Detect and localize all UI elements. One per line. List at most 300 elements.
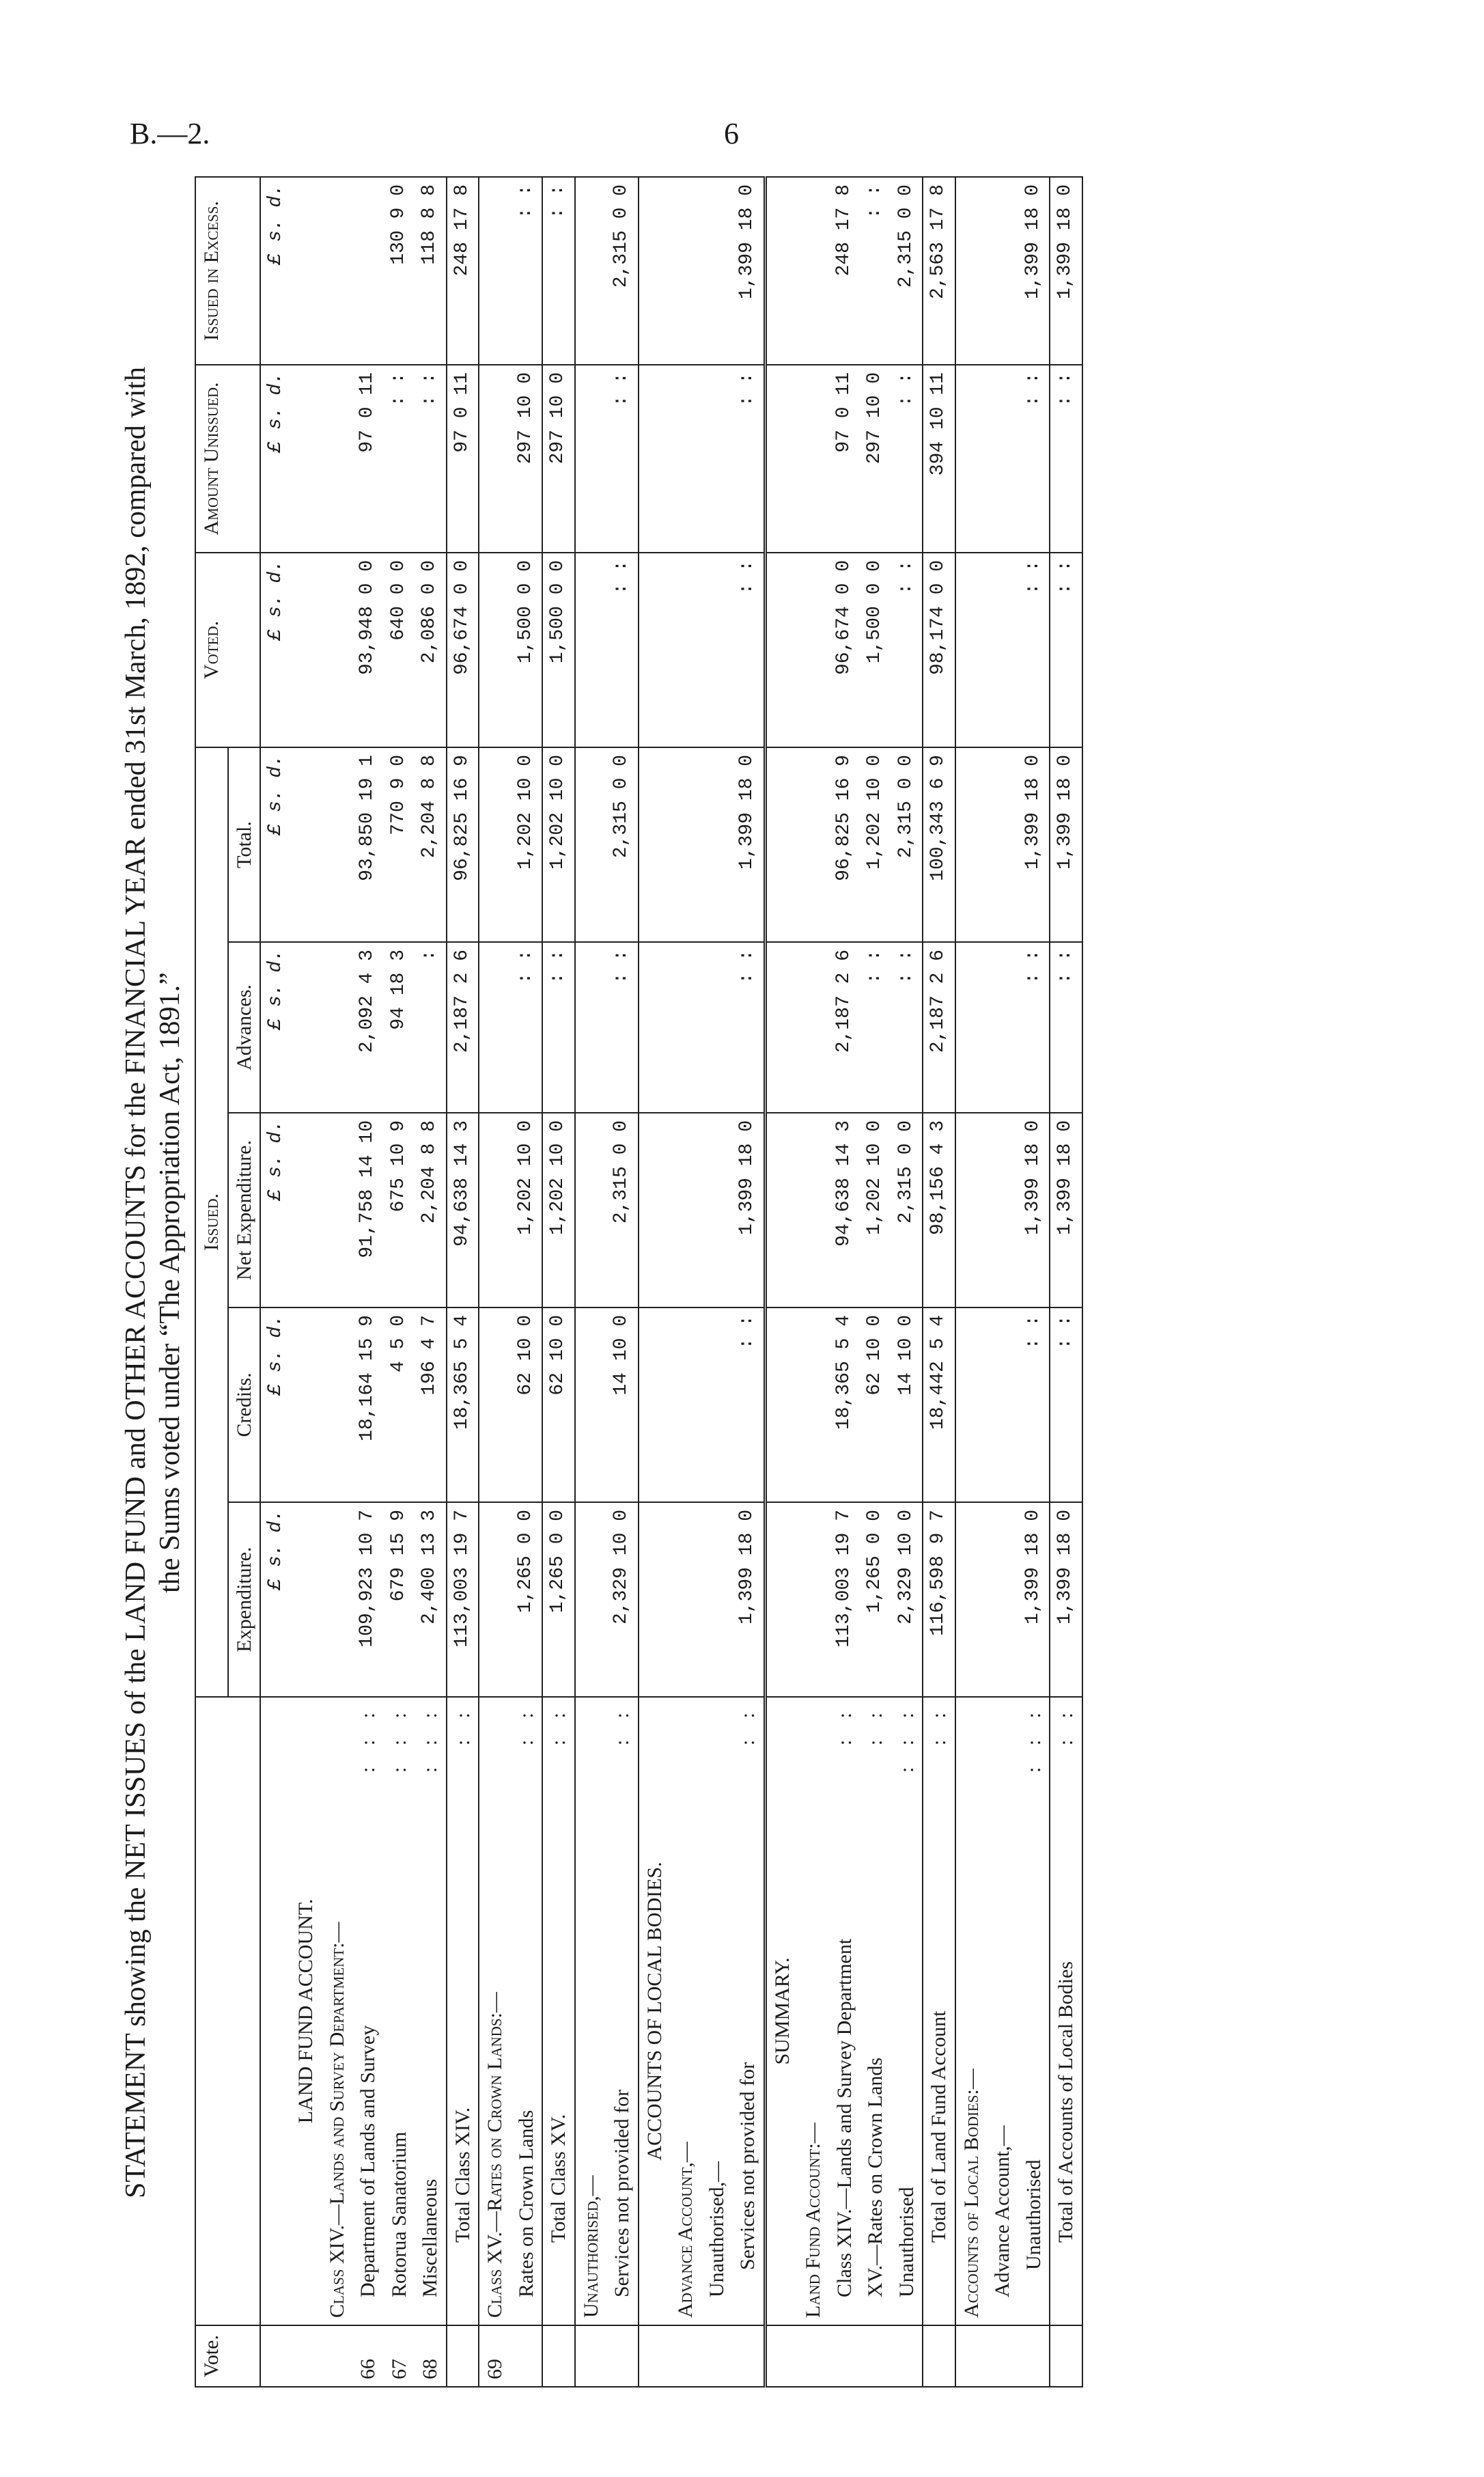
row-description <box>701 1697 733 2325</box>
table-row <box>829 177 860 2387</box>
amount-cred: 18,365 5 4 <box>447 1307 479 1502</box>
amount-net <box>670 1113 701 1307</box>
amount-exp: 109,923 10 7 <box>352 1502 384 1697</box>
amount-excess <box>639 177 671 365</box>
amount-exp <box>639 1502 671 1697</box>
amount-exp: 1,265 0 0 <box>860 1502 891 1697</box>
vote-number <box>511 2325 543 2387</box>
amount-exp <box>290 1502 322 1697</box>
amount-exp <box>479 1502 511 1697</box>
dot-leader: : : : <box>1022 1704 1045 1773</box>
vote-number <box>891 2325 923 2387</box>
row-label: Miscellaneous <box>419 2178 441 2297</box>
voted-header: Voted. <box>195 553 260 747</box>
amount-voted <box>955 553 988 747</box>
section-row <box>701 177 733 2387</box>
amount-adv: : : <box>860 942 891 1113</box>
dot-leader: : : <box>451 1704 474 1746</box>
vote-number <box>639 2325 671 2387</box>
amount-tot: 2,315 0 0 <box>606 747 639 942</box>
page-number: 6 <box>724 117 739 150</box>
amount-cred <box>479 1307 511 1502</box>
amount-tot <box>575 747 607 942</box>
amount-voted: : : <box>1018 553 1050 747</box>
net-expenditure-header: Net Expenditure. <box>228 1113 261 1307</box>
amount-tot <box>798 747 829 942</box>
vote-number <box>606 2325 639 2387</box>
total-row <box>447 177 479 2387</box>
section-row <box>798 177 829 2387</box>
row-label: Unauthorised,— <box>705 2161 728 2297</box>
amount-adv <box>955 942 988 1113</box>
amount-exp: 1,399 18 0 <box>1050 1502 1082 1697</box>
row-description <box>575 1697 607 2325</box>
amount-voted: 1,500 0 0 <box>542 553 575 747</box>
amount-voted <box>322 553 353 747</box>
amount-unissued: : : <box>1018 365 1050 553</box>
row-description <box>511 1697 543 2325</box>
vote-number <box>860 2325 891 2387</box>
issued-header: Issued. <box>195 747 228 1697</box>
amount-excess: 118 8 8 <box>415 177 447 365</box>
amount-cred: 62 10 0 <box>511 1307 543 1502</box>
amount-unissued <box>701 365 733 553</box>
amount-cred <box>670 1307 701 1502</box>
amount-unissued: : : <box>891 365 923 553</box>
amount-unissued: : : <box>1050 365 1082 553</box>
amount-net: 94,638 14 3 <box>829 1113 860 1307</box>
units-label: £ s. d. <box>260 747 290 942</box>
amount-excess <box>575 177 607 365</box>
row-label: Department of Lands and Survey <box>356 2025 379 2297</box>
amount-unissued: : : <box>415 365 447 553</box>
amount-tot <box>479 747 511 942</box>
table-row <box>352 177 384 2387</box>
amount-adv: : : <box>542 942 575 1113</box>
section-row <box>765 177 798 2387</box>
amount-tot <box>290 747 322 942</box>
amount-cred <box>765 1307 798 1502</box>
amount-adv: : : <box>1050 942 1082 1113</box>
amount-net <box>765 1113 798 1307</box>
amount-tot: 1,399 18 0 <box>1050 747 1082 942</box>
amount-tot: 1,202 10 0 <box>860 747 891 942</box>
vote-number <box>732 2325 765 2387</box>
amount-adv <box>575 942 607 1113</box>
amount-excess: : : <box>542 177 575 365</box>
row-label: Accounts of Local Bodies:— <box>960 2068 983 2318</box>
amount-adv: : : <box>1018 942 1050 1113</box>
amount-tot: 2,204 8 8 <box>415 747 447 942</box>
amount-unissued-header: Amount Unissued. <box>195 365 260 553</box>
amount-excess <box>701 177 733 365</box>
amount-net: 1,399 18 0 <box>1050 1113 1082 1307</box>
amount-net <box>955 1113 988 1307</box>
amount-voted <box>670 553 701 747</box>
amount-cred <box>290 1307 322 1502</box>
units-label: £ s. d. <box>260 1502 290 1697</box>
amount-excess: : : <box>860 177 891 365</box>
amount-cred: 4 5 0 <box>384 1307 415 1502</box>
row-label: Unauthorised <box>1022 2159 1045 2270</box>
row-label: Land Fund Account:— <box>802 2122 824 2318</box>
vote-number <box>987 2325 1018 2387</box>
amount-adv <box>798 942 829 1113</box>
amount-unissued <box>670 365 701 553</box>
row-label: ACCOUNTS OF LOCAL BODIES. <box>643 1862 666 2161</box>
amount-tot <box>987 747 1018 942</box>
units-row <box>260 177 290 2387</box>
total-row <box>923 177 955 2387</box>
amount-cred <box>322 1307 353 1502</box>
row-label: XV.—Rates on Crown Lands <box>864 2057 886 2297</box>
vote-number <box>670 2325 701 2387</box>
amount-excess: 2,315 0 0 <box>606 177 639 365</box>
row-description <box>352 1697 384 2325</box>
section-row <box>670 177 701 2387</box>
amount-net <box>798 1113 829 1307</box>
vote-number <box>447 2325 479 2387</box>
amount-unissued: : : <box>384 365 415 553</box>
amount-tot <box>701 747 733 942</box>
amount-unissued: 297 10 0 <box>511 365 543 553</box>
amount-cred: 196 4 7 <box>415 1307 447 1502</box>
amount-adv: : : <box>732 942 765 1113</box>
page-reference: B.—2. <box>130 117 210 150</box>
amount-voted <box>701 553 733 747</box>
amount-adv <box>322 942 353 1113</box>
row-label: Unauthorised,— <box>579 2175 602 2318</box>
amount-voted: : : <box>891 553 923 747</box>
amount-adv: 94 18 3 <box>384 942 415 1113</box>
amount-excess <box>322 177 353 365</box>
amount-voted <box>575 553 607 747</box>
amount-cred <box>575 1307 607 1502</box>
dot-leader: : : <box>736 1704 759 1746</box>
amount-cred: 18,442 5 4 <box>923 1307 955 1502</box>
amount-net <box>639 1113 671 1307</box>
amount-cred: : : <box>1050 1307 1082 1502</box>
amount-tot: 96,825 16 9 <box>447 747 479 942</box>
amount-excess <box>798 177 829 365</box>
vote-number <box>1050 2325 1082 2387</box>
amount-unissued: 97 0 11 <box>447 365 479 553</box>
amount-voted: 96,674 0 0 <box>829 553 860 747</box>
amount-cred <box>987 1307 1018 1502</box>
vote-number <box>829 2325 860 2387</box>
dot-leader: : : <box>832 1704 856 1746</box>
row-description <box>923 1697 955 2325</box>
amount-cred: 18,365 5 4 <box>829 1307 860 1502</box>
amount-tot: 770 9 0 <box>384 747 415 942</box>
amount-excess <box>987 177 1018 365</box>
amount-net <box>322 1113 353 1307</box>
amount-unissued: 297 10 0 <box>860 365 891 553</box>
vote-number <box>322 2325 353 2387</box>
section-row <box>479 177 511 2387</box>
row-description <box>290 1697 322 2325</box>
amount-excess: 1,399 18 0 <box>1050 177 1082 365</box>
section-row <box>639 177 671 2387</box>
net-issues-table <box>195 176 1083 2388</box>
vote-number <box>575 2325 607 2387</box>
amount-unissued <box>290 365 322 553</box>
section-row <box>575 177 607 2387</box>
row-description <box>384 1697 415 2325</box>
amount-cred: : : <box>1018 1307 1050 1502</box>
amount-net: 675 10 9 <box>384 1113 415 1307</box>
amount-net: 2,204 8 8 <box>415 1113 447 1307</box>
table-row <box>384 177 415 2387</box>
row-description <box>415 1697 447 2325</box>
amount-adv: 2,187 2 6 <box>829 942 860 1113</box>
amount-cred <box>955 1307 988 1502</box>
amount-exp <box>575 1502 607 1697</box>
amount-excess: 248 17 8 <box>447 177 479 365</box>
amount-adv <box>701 942 733 1113</box>
amount-unissued: 394 10 11 <box>923 365 955 553</box>
amount-excess <box>479 177 511 365</box>
row-description <box>765 1697 798 2325</box>
amount-cred: 14 10 0 <box>606 1307 639 1502</box>
dot-leader: : : <box>864 1704 886 1746</box>
amount-net: 1,399 18 0 <box>732 1113 765 1307</box>
row-description <box>542 1697 575 2325</box>
issued-in-excess-header: Issued in Excess. <box>195 177 260 365</box>
amount-adv: 2,092 4 3 <box>352 942 384 1113</box>
amount-voted <box>798 553 829 747</box>
amount-net <box>701 1113 733 1307</box>
vote-number: 66 <box>352 2325 384 2387</box>
amount-exp: 1,399 18 0 <box>732 1502 765 1697</box>
row-label: Advance Account,— <box>674 2142 697 2318</box>
dot-leader: : : : <box>387 1704 410 1773</box>
row-description <box>639 1697 671 2325</box>
expenditure-header: Expenditure. <box>228 1502 261 1697</box>
amount-excess <box>290 177 322 365</box>
amount-voted <box>290 553 322 747</box>
amount-excess <box>765 177 798 365</box>
amount-unissued <box>955 365 988 553</box>
amount-net: 2,315 0 0 <box>891 1113 923 1307</box>
table-body <box>260 177 1082 2387</box>
table-row <box>606 177 639 2387</box>
amount-exp: 2,329 10 0 <box>891 1502 923 1697</box>
amount-cred <box>798 1307 829 1502</box>
rotated-statement <box>120 178 1192 2388</box>
amount-adv <box>765 942 798 1113</box>
row-description <box>987 1697 1018 2325</box>
row-label: Services not provided for <box>736 2062 759 2270</box>
amount-exp: 2,329 10 0 <box>606 1502 639 1697</box>
vote-number: 69 <box>479 2325 511 2387</box>
amount-exp: 1,265 0 0 <box>542 1502 575 1697</box>
amount-tot <box>765 747 798 942</box>
units-label: £ s. d. <box>260 1113 290 1307</box>
amount-net <box>290 1113 322 1307</box>
row-label: Total of Accounts of Local Bodies <box>1054 1961 1077 2243</box>
amount-unissued <box>765 365 798 553</box>
amount-exp <box>987 1502 1018 1697</box>
advances-header: Advances. <box>228 942 261 1113</box>
amount-tot: 2,315 0 0 <box>891 747 923 942</box>
amount-tot: 1,202 10 0 <box>511 747 543 942</box>
amount-adv: 2,187 2 6 <box>923 942 955 1113</box>
amount-cred <box>639 1307 671 1502</box>
vote-number: 67 <box>384 2325 415 2387</box>
row-description <box>447 1697 479 2325</box>
amount-voted: : : <box>732 553 765 747</box>
amount-adv <box>639 942 671 1113</box>
row-label: Class XIV.—Lands and Survey Department <box>832 1938 856 2297</box>
amount-net: 94,638 14 3 <box>447 1113 479 1307</box>
dot-leader: : : : <box>895 1704 918 1773</box>
units-label: £ s. d. <box>260 177 290 365</box>
amount-exp <box>955 1502 988 1697</box>
vote-number <box>290 2325 322 2387</box>
vote-number <box>798 2325 829 2387</box>
row-label: Total of Land Fund Account <box>927 2010 950 2243</box>
vote-number <box>923 2325 955 2387</box>
amount-adv <box>987 942 1018 1113</box>
units-label: £ s. d. <box>260 365 290 553</box>
vote-number <box>765 2325 798 2387</box>
vote-number: 68 <box>415 2325 447 2387</box>
row-label: SUMMARY. <box>770 1957 794 2065</box>
amount-exp: 1,399 18 0 <box>1018 1502 1050 1697</box>
amount-excess: 130 9 0 <box>384 177 415 365</box>
amount-exp <box>798 1502 829 1697</box>
amount-adv <box>479 942 511 1113</box>
amount-tot <box>670 747 701 942</box>
amount-excess: 1,399 18 0 <box>1018 177 1050 365</box>
amount-adv: : : <box>891 942 923 1113</box>
amount-voted: 2,086 0 0 <box>415 553 447 747</box>
amount-voted: 1,500 0 0 <box>511 553 543 747</box>
row-label: Total Class XIV. <box>451 2107 474 2243</box>
amount-adv: : : <box>606 942 639 1113</box>
amount-exp <box>765 1502 798 1697</box>
amount-net: 1,202 10 0 <box>542 1113 575 1307</box>
amount-adv: : : <box>511 942 543 1113</box>
amount-unissued <box>322 365 353 553</box>
table-row <box>732 177 765 2387</box>
amount-excess: 2,315 0 0 <box>891 177 923 365</box>
amount-exp: 2,400 13 3 <box>415 1502 447 1697</box>
dot-leader: : : <box>1054 1704 1077 1746</box>
row-label: Unauthorised <box>895 2187 918 2297</box>
amount-exp: 113,003 19 7 <box>829 1502 860 1697</box>
amount-cred <box>701 1307 733 1502</box>
amount-unissued: 297 10 0 <box>542 365 575 553</box>
vote-number <box>955 2325 988 2387</box>
total-row <box>542 177 575 2387</box>
amount-net: 1,399 18 0 <box>1018 1113 1050 1307</box>
row-label: Total Class XV. <box>547 2114 570 2243</box>
amount-unissued <box>987 365 1018 553</box>
vote-header: Vote. <box>195 2325 260 2387</box>
amount-excess: : : <box>511 177 543 365</box>
amount-unissued: 97 0 11 <box>352 365 384 553</box>
units-label: £ s. d. <box>260 942 290 1113</box>
amount-unissued: 97 0 11 <box>829 365 860 553</box>
row-label: Class XIV.—Lands and Survey Department:— <box>325 1922 348 2318</box>
dot-leader: : : <box>547 1704 570 1746</box>
dot-leader: : : : <box>356 1704 379 1773</box>
amount-net: 2,315 0 0 <box>606 1113 639 1307</box>
row-label: Rates on Crown Lands <box>514 2109 537 2297</box>
amount-cred: 14 10 0 <box>891 1307 923 1502</box>
amount-tot: 1,202 10 0 <box>542 747 575 942</box>
vote-number <box>701 2325 733 2387</box>
amount-voted <box>987 553 1018 747</box>
amount-voted: : : <box>606 553 639 747</box>
amount-net: 98,156 4 3 <box>923 1113 955 1307</box>
amount-cred: 62 10 0 <box>860 1307 891 1502</box>
table-row <box>415 177 447 2387</box>
amount-unissued <box>479 365 511 553</box>
amount-tot: 96,825 16 9 <box>829 747 860 942</box>
amount-adv: 2,187 2 6 <box>447 942 479 1113</box>
table-row <box>891 177 923 2387</box>
amount-voted <box>639 553 671 747</box>
amount-cred: : : <box>732 1307 765 1502</box>
amount-cred: 18,164 15 9 <box>352 1307 384 1502</box>
amount-unissued: : : <box>732 365 765 553</box>
amount-adv <box>290 942 322 1113</box>
amount-exp: 113,003 19 7 <box>447 1502 479 1697</box>
row-description <box>860 1697 891 2325</box>
amount-net <box>575 1113 607 1307</box>
amount-tot: 1,399 18 0 <box>1018 747 1050 942</box>
amount-exp <box>701 1502 733 1697</box>
amount-excess: 248 17 8 <box>829 177 860 365</box>
statement-title-line-1: STATEMENT showing the NET ISSUES of the LAND FUND and OTHER ACCOUNTS for the FINANCIAL YEAR ended 31st March, 1892, compared with <box>120 367 152 2198</box>
row-description <box>322 1697 353 2325</box>
amount-exp: 1,265 0 0 <box>511 1502 543 1697</box>
amount-excess: 1,399 18 0 <box>732 177 765 365</box>
row-description <box>1050 1697 1082 2325</box>
amount-exp: 116,598 9 7 <box>923 1502 955 1697</box>
total-row <box>1050 177 1082 2387</box>
amount-tot: 93,850 19 1 <box>352 747 384 942</box>
amount-tot <box>955 747 988 942</box>
amount-tot <box>322 747 353 942</box>
amount-net <box>987 1113 1018 1307</box>
units-label: £ s. d. <box>260 1307 290 1502</box>
row-label: Advance Account,— <box>991 2125 1013 2297</box>
section-row <box>955 177 988 2387</box>
amount-voted <box>765 553 798 747</box>
amount-voted: : : <box>1050 553 1082 747</box>
row-label: Rotorua Sanatorium <box>387 2131 410 2297</box>
amount-net <box>479 1113 511 1307</box>
amount-cred: 62 10 0 <box>542 1307 575 1502</box>
row-label: Services not provided for <box>611 2089 633 2297</box>
amount-voted: 640 0 0 <box>384 553 415 747</box>
description-header <box>195 1697 260 2325</box>
amount-voted: 96,674 0 0 <box>447 553 479 747</box>
row-description <box>955 1697 988 2325</box>
vote-number <box>542 2325 575 2387</box>
row-description <box>891 1697 923 2325</box>
amount-unissued <box>798 365 829 553</box>
amount-excess <box>955 177 988 365</box>
table-row <box>1018 177 1050 2387</box>
amount-voted: 93,948 0 0 <box>352 553 384 747</box>
amount-excess <box>352 177 384 365</box>
amount-excess <box>670 177 701 365</box>
